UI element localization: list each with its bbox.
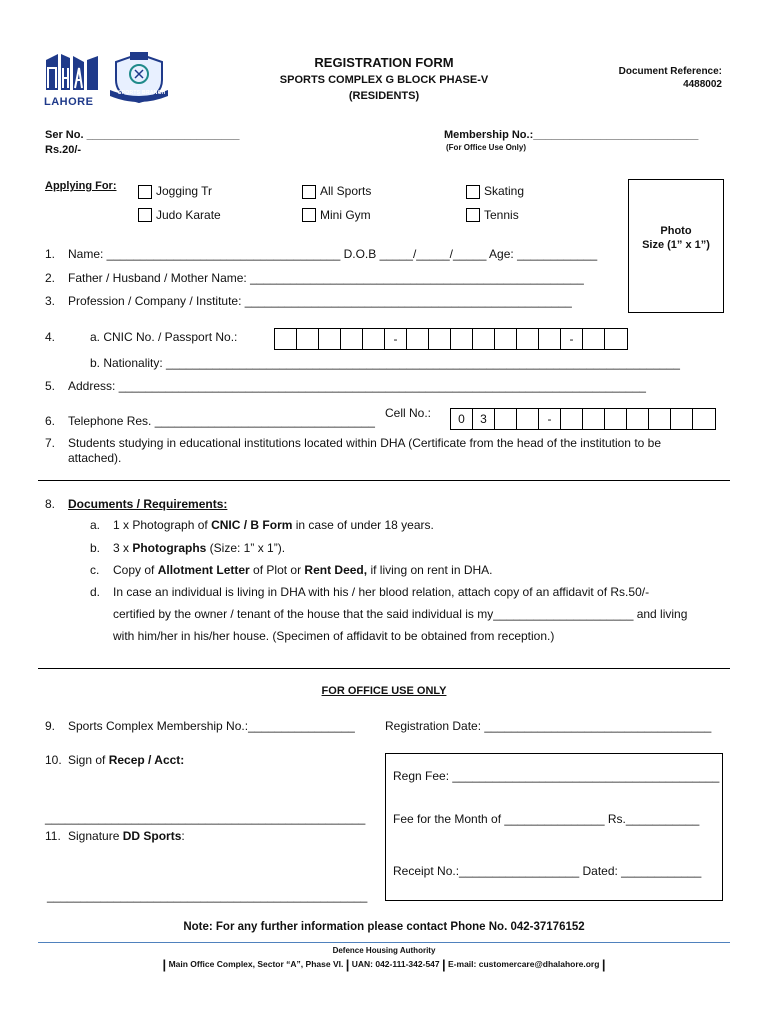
cell-no-cell[interactable] [605, 409, 627, 429]
cnic-cell[interactable] [605, 329, 627, 349]
cnic-dash: - [561, 329, 583, 349]
cnic-cell[interactable] [341, 329, 363, 349]
cell-no-cell[interactable] [517, 409, 539, 429]
option-tennis-label: Tennis [484, 208, 519, 222]
cell-no-cell[interactable] [649, 409, 671, 429]
signature-dd-bold: DD Sports [122, 829, 182, 843]
footer-email[interactable]: E-mail: customercare@dhalahore.org [448, 958, 600, 969]
cnic-cell[interactable] [451, 329, 473, 349]
sign-recep-bold: Recep / Acct: [108, 753, 185, 767]
sports-membership-no-field[interactable]: Sports Complex Membership No.:________________ [68, 719, 355, 733]
footer-contact-line: | Main Office Complex, Sector “A”, Phase VI. | UAN: 042-111-342-547 | E-mail: customercare@dhalahore.org | [162, 957, 606, 972]
doc-ref-value: 4488002 [683, 79, 722, 90]
cell-no-cell[interactable] [583, 409, 605, 429]
doc-d-line3: with him/her in his/her house. (Specimen of affidavit to be obtained from reception.) [113, 629, 555, 643]
doc-d-letter: d. [90, 585, 101, 599]
photo-box[interactable] [628, 179, 724, 313]
checkbox-mini-gym[interactable] [302, 208, 316, 222]
contact-note: Note: For any further information please contact Phone No. 042-37176152 [183, 921, 585, 933]
signature-dd-pre: Signature [68, 829, 123, 843]
sign-recep-label [68, 753, 184, 767]
documents-title: Documents / Requirements: [68, 497, 228, 511]
footer-org: Defence Housing Authority [332, 946, 436, 955]
regn-fee-field[interactable]: Regn Fee: ________________________________________ [393, 769, 720, 783]
doc-c-mid: of Plot or [249, 563, 305, 577]
doc-b-text [113, 541, 285, 555]
name-dob-age-field[interactable]: Name: ___________________________________ D.O.B _____/_____/_____ Age: ____________ [68, 247, 598, 261]
students-note-line2: attached). [68, 451, 122, 465]
cnic-cell[interactable] [363, 329, 385, 349]
cell-no-label: Cell No.: [385, 406, 432, 420]
doc-c-text [113, 563, 493, 577]
cnic-cell[interactable] [583, 329, 605, 349]
checkbox-judo-karate[interactable] [138, 208, 152, 222]
signature-dd-label [68, 829, 185, 843]
photo-size-label: Size (1” x 1”) [642, 239, 710, 251]
cell-no-cell[interactable]: 0 [451, 409, 473, 429]
option-all-sports-label: All Sports [320, 184, 372, 198]
option-judo-karate-label: Judo Karate [156, 208, 221, 222]
cell-no-cell[interactable]: 3 [473, 409, 495, 429]
field-3-number: 3. [45, 294, 56, 308]
dha-logo-city: LAHORE [44, 96, 94, 108]
ser-no-field[interactable]: Ser No. _________________________ [45, 129, 240, 141]
applying-for-label: Applying For: [45, 180, 117, 192]
doc-ref-label: Document Reference: [618, 66, 722, 77]
cell-no-cell[interactable] [693, 409, 715, 429]
field-1-number: 1. [45, 247, 56, 261]
cnic-cell[interactable] [407, 329, 429, 349]
cnic-input-cells[interactable] [274, 328, 628, 350]
doc-a-bold: CNIC / B Form [211, 518, 293, 532]
profession-field[interactable]: Profession / Company / Institute: _________________________________________________ [68, 294, 572, 308]
office-use-heading: FOR OFFICE USE ONLY [321, 685, 447, 697]
field-6-number: 6. [45, 414, 56, 428]
form-subtitle-residents: (RESIDENTS) [348, 90, 420, 102]
badge-text: SPORTS BRANCH [118, 90, 166, 96]
checkbox-all-sports[interactable] [302, 185, 316, 199]
footer-rule [38, 942, 730, 943]
address-field[interactable]: Address: _______________________________________________________________________________ [68, 379, 646, 393]
sign-recep-line[interactable]: ________________________________________________ [45, 811, 366, 825]
doc-c-pre: Copy of [113, 563, 158, 577]
divider [38, 480, 730, 481]
cnic-cell[interactable] [539, 329, 561, 349]
doc-a-pre: 1 x Photograph of [113, 518, 212, 532]
cell-no-cell[interactable] [671, 409, 693, 429]
doc-b-post: (Size: 1” x 1”). [206, 541, 286, 555]
guardian-name-field[interactable]: Father / Husband / Mother Name: __________________________________________________ [68, 271, 584, 285]
checkbox-tennis[interactable] [466, 208, 480, 222]
checkbox-skating[interactable] [466, 185, 480, 199]
fee-month-field[interactable]: Fee for the Month of _______________ Rs.___________ [393, 812, 700, 826]
footer-uan: UAN: 042-111-342-547 [351, 958, 440, 969]
doc-d-line2: certified by the owner / tenant of the house that the said individual is my_____________________ and living [113, 607, 688, 621]
receipt-no-field[interactable]: Receipt No.:__________________ Dated: ____________ [393, 864, 702, 878]
field-9-number: 9. [45, 719, 56, 733]
nationality-field[interactable]: b. Nationality: _____________________________________________________________________________ [90, 356, 680, 370]
signature-dd-line[interactable]: ________________________________________________ [47, 889, 368, 903]
footer-address: Main Office Complex, Sector “A”, Phase VI. [168, 958, 344, 969]
field-5-number: 5. [45, 379, 56, 393]
registration-date-field[interactable]: Registration Date: __________________________________ [385, 719, 712, 733]
cell-no-cell[interactable] [627, 409, 649, 429]
telephone-res-field[interactable]: Telephone Res. _________________________________ [68, 414, 375, 428]
doc-b-letter: b. [90, 541, 101, 555]
option-jogging-label: Jogging Tr [156, 184, 213, 198]
checkbox-jogging[interactable] [138, 185, 152, 199]
cnic-cell[interactable] [517, 329, 539, 349]
students-note-line1: Students studying in educational institutions located within DHA (Certificate from the head of the institution to be [68, 436, 662, 450]
cell-no-cell[interactable] [561, 409, 583, 429]
doc-c-bold2: Rent Deed, [304, 563, 368, 577]
cnic-cell[interactable] [473, 329, 495, 349]
cnic-cell[interactable] [275, 329, 297, 349]
office-use-note: (For Office Use Only) [446, 143, 527, 152]
doc-c-bold1: Allotment Letter [157, 563, 250, 577]
doc-a-text [113, 518, 434, 532]
field-8-number: 8. [45, 497, 56, 511]
field-11-number: 11. [45, 829, 61, 843]
doc-a-post: in case of under 18 years. [292, 518, 434, 532]
cnic-cell[interactable] [319, 329, 341, 349]
cnic-label: a. CNIC No. / Passport No.: [90, 330, 238, 344]
membership-no-field[interactable]: Membership No.:___________________________ [444, 129, 699, 141]
divider [38, 668, 730, 669]
doc-b-bold: Photographs [132, 541, 207, 555]
cnic-dash: - [385, 329, 407, 349]
doc-c-letter: c. [90, 563, 100, 577]
field-10-number: 10. [45, 753, 62, 767]
field-2-number: 2. [45, 271, 56, 285]
cell-no-dash: - [539, 409, 561, 429]
doc-c-post: if living on rent in DHA. [367, 563, 493, 577]
doc-b-pre: 3 x [113, 541, 133, 555]
signature-dd-post: : [181, 829, 185, 843]
doc-d-line1: In case an individual is living in DHA with his / her blood relation, attach copy of an affidavit of Rs.50/- [113, 585, 650, 599]
cell-no-cell[interactable] [495, 409, 517, 429]
field-4-number: 4. [45, 330, 56, 344]
cnic-cell[interactable] [495, 329, 517, 349]
fee-amount: Rs.20/- [45, 144, 82, 156]
cnic-cell[interactable] [429, 329, 451, 349]
doc-a-letter: a. [90, 518, 101, 532]
form-subtitle: SPORTS COMPLEX G BLOCK PHASE-V [279, 74, 489, 86]
fee-box [385, 753, 723, 901]
option-skating-label: Skating [484, 184, 525, 198]
sign-recep-pre: Sign of [68, 753, 109, 767]
option-mini-gym-label: Mini Gym [320, 208, 371, 222]
form-title: REGISTRATION FORM [314, 55, 454, 70]
photo-label: Photo [660, 225, 692, 237]
field-7-number: 7. [45, 436, 56, 450]
cell-no-input-cells[interactable] [450, 408, 716, 430]
cnic-cell[interactable] [297, 329, 319, 349]
